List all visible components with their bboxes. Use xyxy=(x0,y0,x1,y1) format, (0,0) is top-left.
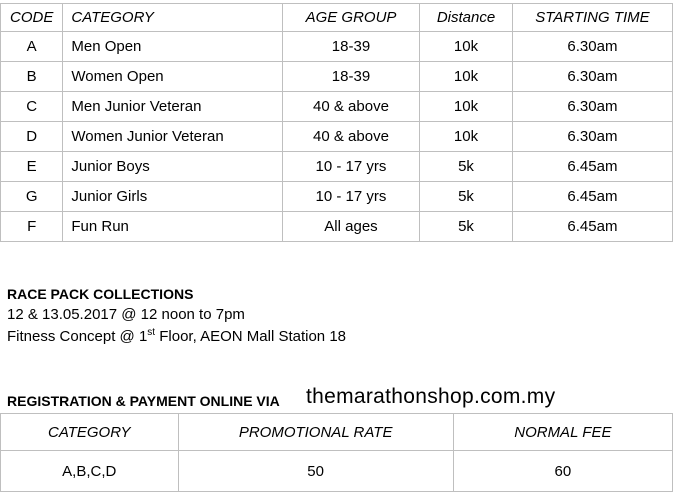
cell-category: Junior Boys xyxy=(63,152,283,182)
table-row xyxy=(1,182,673,212)
table-row xyxy=(1,32,673,62)
cell-distance: 10k xyxy=(420,32,513,62)
cell-starting-time: 6.45am xyxy=(512,152,672,182)
cell-starting-time: 6.30am xyxy=(512,92,672,122)
cell-category: Men Open xyxy=(63,32,283,62)
cell-code: C xyxy=(1,92,63,122)
race-table-header-row xyxy=(1,4,673,32)
cell-code: D xyxy=(1,122,63,152)
cell-code: F xyxy=(1,212,63,242)
cell-code: E xyxy=(1,152,63,182)
cell-starting-time: 6.30am xyxy=(512,62,672,92)
cell-distance: 10k xyxy=(420,122,513,152)
header-age-group: AGE GROUP xyxy=(282,4,419,32)
cell-category: Women Junior Veteran xyxy=(63,122,283,152)
cell-distance: 10k xyxy=(420,62,513,92)
venue-text-after: Floor, AEON Mall Station 18 xyxy=(155,328,346,345)
cell-age-group: 18-39 xyxy=(282,62,419,92)
cell-code: A xyxy=(1,32,63,62)
cell-category: Fun Run xyxy=(63,212,283,242)
table-row xyxy=(1,92,673,122)
cell-distance: 5k xyxy=(420,212,513,242)
table-row xyxy=(1,451,673,492)
fee-cell-normal-fee: 60 xyxy=(453,451,672,492)
cell-starting-time: 6.45am xyxy=(512,182,672,212)
fee-table-header-row xyxy=(1,414,673,451)
cell-distance: 5k xyxy=(420,182,513,212)
race-schedule-table xyxy=(0,3,673,242)
fee-cell-promotional-rate: 50 xyxy=(178,451,453,492)
cell-distance: 10k xyxy=(420,92,513,122)
header-distance: Distance xyxy=(420,4,513,32)
registration-heading: REGISTRATION & PAYMENT ONLINE VIA xyxy=(7,393,280,409)
cell-distance: 5k xyxy=(420,152,513,182)
cell-age-group: All ages xyxy=(282,212,419,242)
header-starting-time: STARTING TIME xyxy=(512,4,672,32)
race-pack-venue xyxy=(7,327,346,345)
fee-table xyxy=(0,413,673,492)
table-row xyxy=(1,152,673,182)
cell-age-group: 18-39 xyxy=(282,32,419,62)
cell-age-group: 10 - 17 yrs xyxy=(282,182,419,212)
table-row xyxy=(1,122,673,152)
table-row xyxy=(1,212,673,242)
fee-header-promotional-rate: PROMOTIONAL RATE xyxy=(178,414,453,451)
cell-age-group: 40 & above xyxy=(282,92,419,122)
cell-category: Men Junior Veteran xyxy=(63,92,283,122)
header-code: CODE xyxy=(1,4,63,32)
cell-code: B xyxy=(1,62,63,92)
cell-starting-time: 6.45am xyxy=(512,212,672,242)
table-row xyxy=(1,62,673,92)
venue-text-before: Fitness Concept @ 1 xyxy=(7,328,148,345)
cell-code: G xyxy=(1,182,63,212)
race-pack-heading: RACE PACK COLLECTIONS xyxy=(7,286,194,302)
cell-category: Women Open xyxy=(63,62,283,92)
fee-header-category: CATEGORY xyxy=(1,414,179,451)
registration-website: themarathonshop.com.my xyxy=(306,385,556,408)
cell-category: Junior Girls xyxy=(63,182,283,212)
header-category: CATEGORY xyxy=(63,4,283,32)
venue-ordinal-suffix: st xyxy=(147,327,156,338)
cell-starting-time: 6.30am xyxy=(512,32,672,62)
fee-cell-category: A,B,C,D xyxy=(1,451,179,492)
cell-age-group: 40 & above xyxy=(282,122,419,152)
fee-header-normal-fee: NORMAL FEE xyxy=(453,414,672,451)
cell-starting-time: 6.30am xyxy=(512,122,672,152)
race-pack-dates: 12 & 13.05.2017 @ 12 noon to 7pm xyxy=(7,306,245,323)
cell-age-group: 10 - 17 yrs xyxy=(282,152,419,182)
